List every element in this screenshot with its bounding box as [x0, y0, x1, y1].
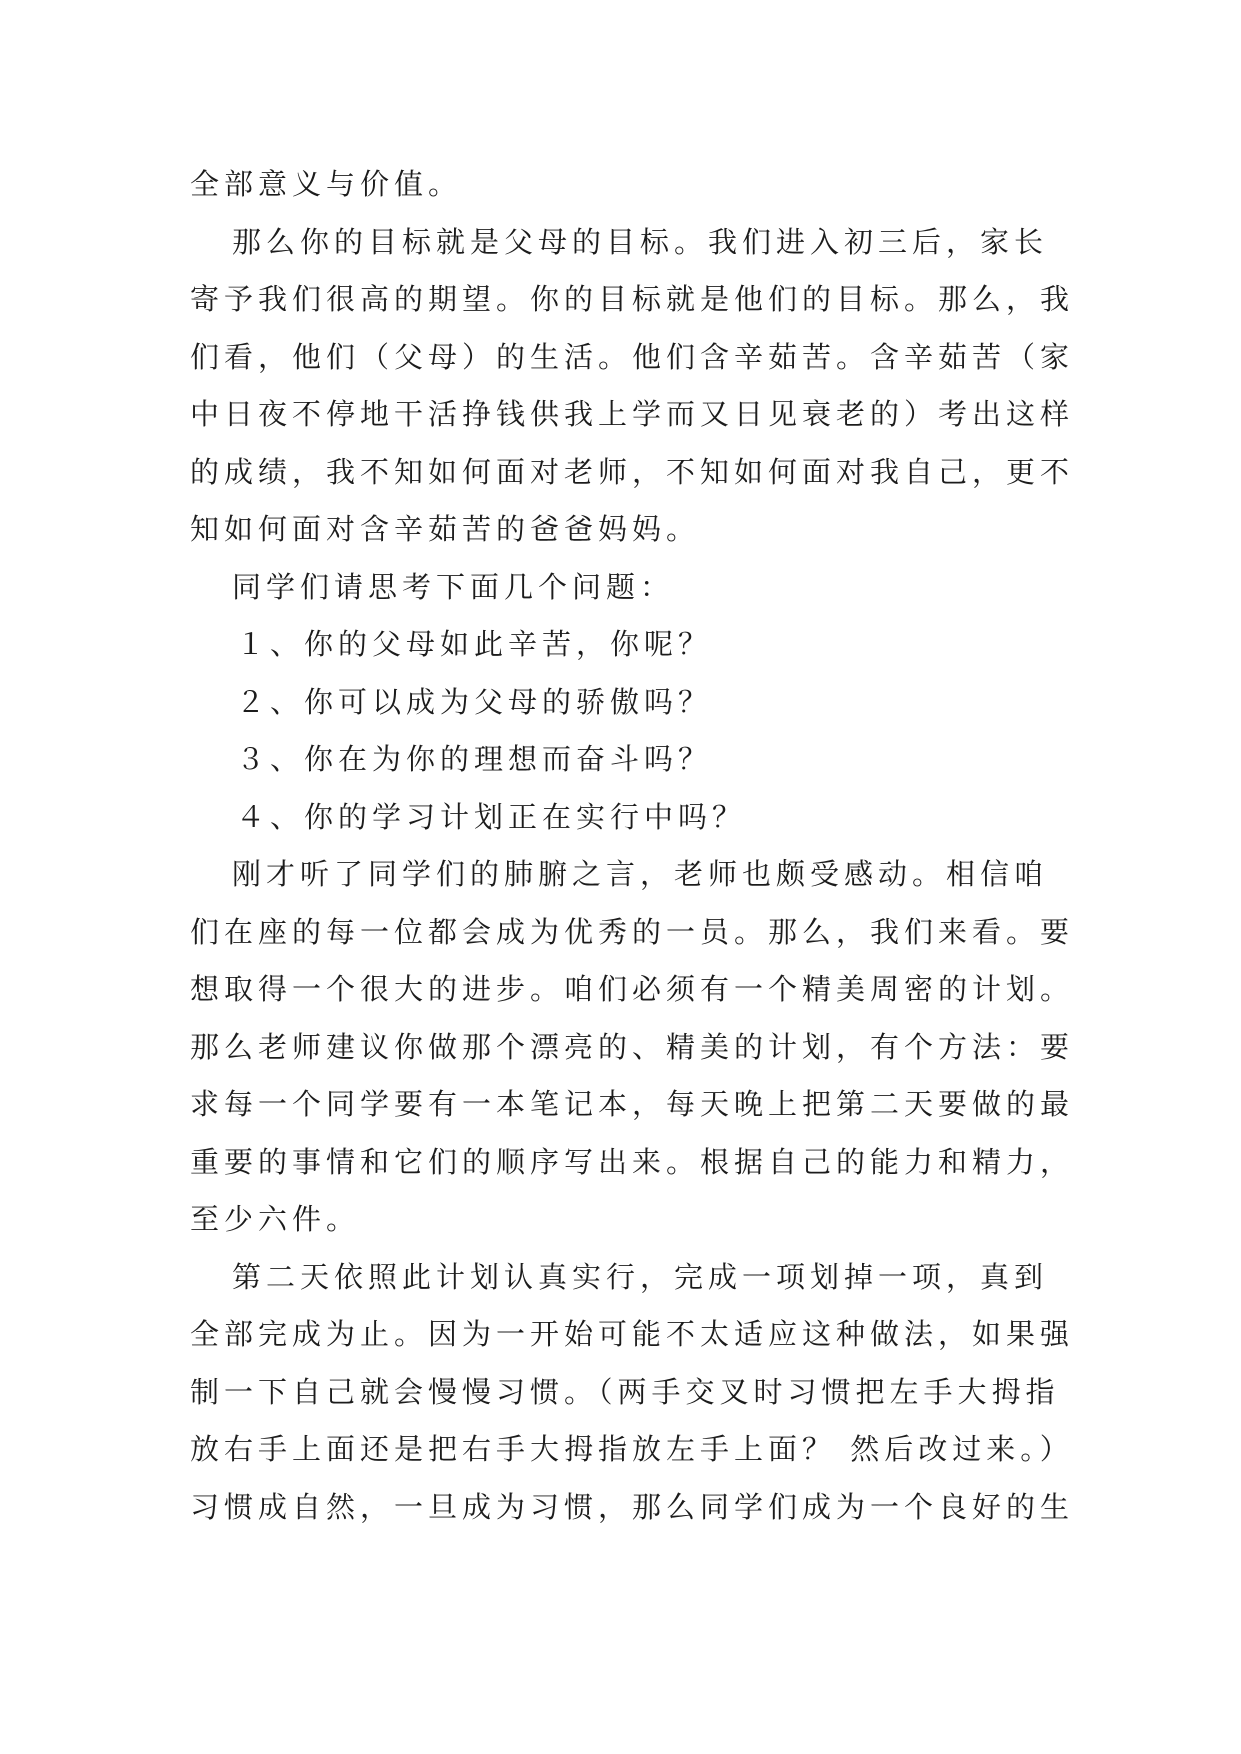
text-line: 想取得一个很大的进步。咱们必须有一个精美周密的计划。 — [190, 972, 1075, 1006]
paragraph-study-plan — [190, 846, 1075, 1249]
text-line: 知如何面对含辛茹苦的爸爸妈妈。 — [190, 512, 701, 546]
list-item: ４、你的学习计划正在实行中吗？ — [236, 799, 747, 834]
text-line: 同学们请思考下面几个问题： — [232, 569, 675, 604]
text-line: 制一下自己就会慢慢习惯。（两手交叉时习惯把左手大拇指 — [190, 1374, 1060, 1409]
paragraph-habit — [190, 1249, 1075, 1537]
question-item-3 — [190, 731, 1048, 789]
text-line: 重要的事情和它们的顺序写出来。根据自己的能力和精力， — [190, 1144, 1075, 1179]
text-line: 放右手上面还是把右手大拇指放左手上面？ 然后改过来。） — [190, 1432, 1074, 1466]
text-line: 寄予我们很高的期望。你的目标就是他们的目标。那么，我 — [190, 282, 1075, 316]
paragraph-questions-intro — [190, 559, 1048, 617]
question-item-2 — [190, 674, 1048, 732]
text-line: 全部完成为止。因为一开始可能不太适应这种做法，如果强 — [190, 1317, 1075, 1351]
text-line: 的成绩，我不知如何面对老师，不知如何面对我自己，更不 — [190, 454, 1075, 489]
list-item: １、你的父母如此辛苦，你呢？ — [236, 627, 713, 661]
text-line: 习惯成自然，一旦成为习惯，那么同学们成为一个良好的生 — [190, 1489, 1075, 1524]
list-item: ３、你在为你的理想而奋斗吗？ — [236, 742, 713, 776]
body-text — [190, 156, 1075, 1536]
text-line: 们在座的每一位都会成为优秀的一员。那么，我们来看。要 — [190, 914, 1075, 949]
text-line: 刚才听了同学们的肺腑之言，老师也颇受感动。相信咱 — [232, 857, 1049, 891]
text-line: 那么你的目标就是父母的目标。我们进入初三后，家长 — [232, 224, 1049, 259]
text-line: 至少六件。 — [190, 1202, 361, 1236]
paragraph-continuation — [190, 156, 1048, 214]
list-item: ２、你可以成为父母的骄傲吗？ — [236, 684, 713, 719]
text-line: 第二天依照此计划认真实行，完成一项划掉一项，真到 — [232, 1259, 1049, 1294]
text-line: 那么老师建议你做那个漂亮的、精美的计划，有个方法：要 — [190, 1029, 1075, 1064]
question-item-1 — [190, 616, 1048, 674]
text-line: 们看，他们（父母）的生活。他们含辛茹苦。含辛茹苦（家 — [190, 339, 1075, 374]
paragraph-parents-goal — [190, 214, 1075, 559]
text-line: 求每一个同学要有一本笔记本，每天晚上把第二天要做的最 — [190, 1087, 1075, 1121]
text-line: 全部意义与价值。 — [190, 167, 463, 201]
text-line: 中日夜不停地干活挣钱供我上学而又日见衰老的）考出这样 — [190, 397, 1075, 431]
question-item-4 — [190, 789, 1048, 847]
